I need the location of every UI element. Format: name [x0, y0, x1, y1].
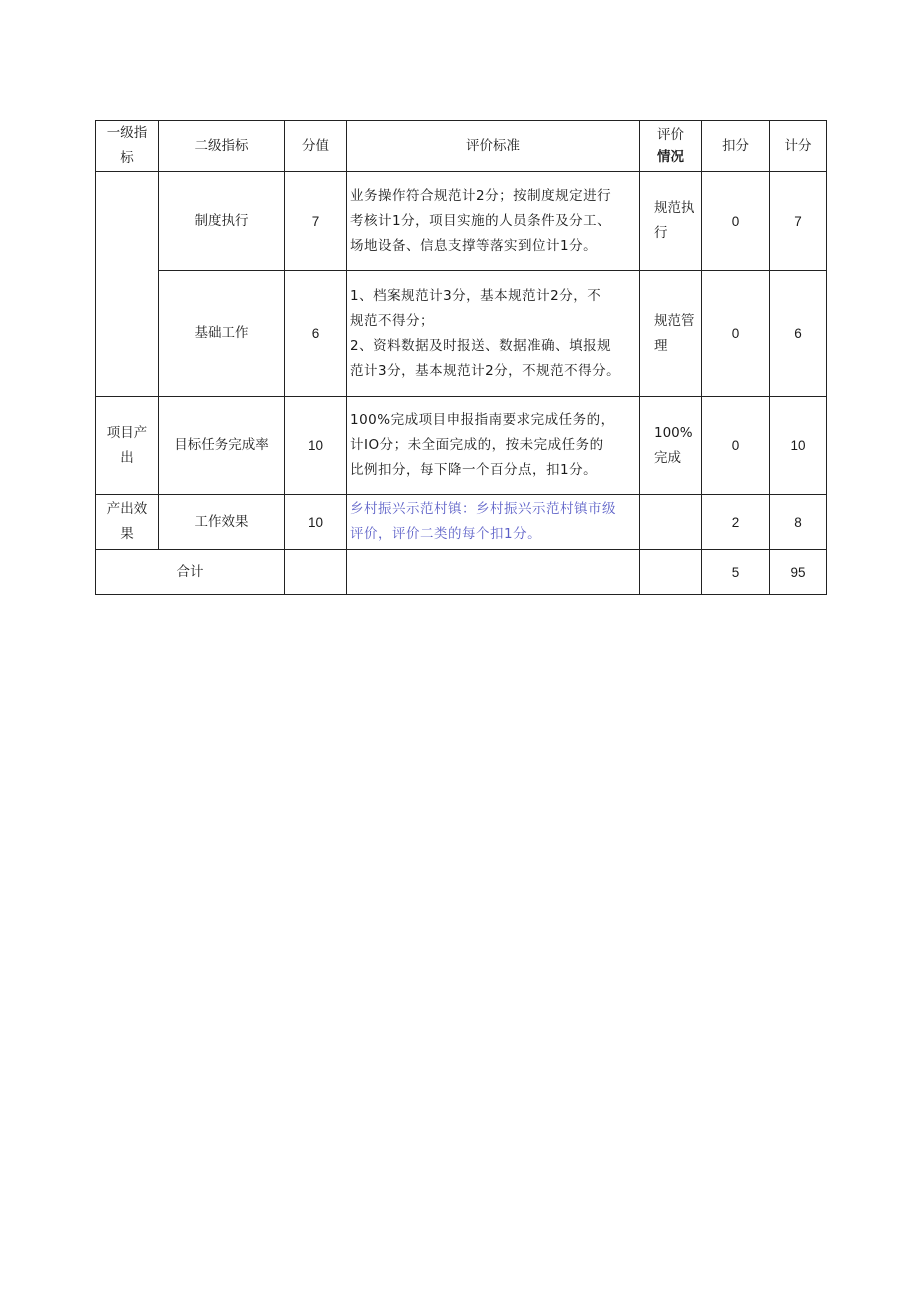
criteria-line: 比例扣分，每下降一个百分点，扣1分。: [350, 462, 598, 478]
score-cell: 6: [285, 271, 347, 397]
criteria-line: 100%完成项目申报指南要求完成任务的，: [350, 412, 615, 428]
header-score: 分值: [285, 121, 347, 172]
criteria-cell: [347, 172, 640, 271]
header-deduct: 扣分: [702, 121, 770, 172]
criteria-line: 范计3分，基本规范计2分，不规范不得分。: [350, 362, 621, 379]
summary-score-cell: [285, 550, 347, 595]
level2-cell: 目标任务完成率: [159, 397, 285, 495]
table-row: [96, 172, 827, 271]
header-level1-indicator: 一级指标: [96, 121, 159, 172]
criteria-cell: [347, 271, 640, 397]
table-row: [96, 495, 827, 550]
summary-evaluation-cell: [640, 550, 702, 595]
level1-cell: [96, 172, 159, 397]
score-cell: 7: [285, 172, 347, 271]
header-criteria: 评价标准: [347, 121, 640, 172]
total-cell: 10: [770, 397, 827, 495]
summary-deduct: 5: [702, 550, 770, 595]
header-evaluation-line1: 评价: [657, 127, 684, 143]
evaluation-cell: 100%完成: [640, 397, 702, 495]
criteria-line: 考核计1分，项目实施的人员条件及分工、: [350, 212, 612, 229]
deduct-cell: 2: [702, 495, 770, 550]
criteria-cell: [347, 397, 640, 495]
summary-criteria-cell: [347, 550, 640, 595]
criteria-line: 1、档案规范计3分，基本规范计2分，不: [350, 287, 602, 304]
evaluation-table: [95, 120, 827, 595]
criteria-cell: [347, 495, 640, 550]
header-evaluation: [640, 121, 702, 172]
header-total: 计分: [770, 121, 827, 172]
level2-cell: 制度执行: [159, 172, 285, 271]
total-cell: 8: [770, 495, 827, 550]
table-row: [96, 397, 827, 495]
score-cell: 10: [285, 495, 347, 550]
level1-cell: 产出效果: [96, 495, 159, 550]
summary-label: 合计: [96, 550, 285, 595]
criteria-line: 规范不得分；: [350, 312, 434, 329]
score-cell: 10: [285, 397, 347, 495]
header-level2-indicator: 二级指标: [159, 121, 285, 172]
criteria-line: 2、资料数据及时报送、数据准确、填报规: [350, 337, 612, 354]
evaluation-cell: [640, 495, 702, 550]
criteria-line: 计IO分；未全面完成的，按未完成任务的: [350, 437, 604, 453]
table-header-row: [96, 121, 827, 172]
total-cell: 6: [770, 271, 827, 397]
level1-cell: 项目产出: [96, 397, 159, 495]
evaluation-cell: 规范管理: [640, 271, 702, 397]
evaluation-cell: 规范执行: [640, 172, 702, 271]
total-cell: 7: [770, 172, 827, 271]
level2-cell: 基础工作: [159, 271, 285, 397]
criteria-line: 乡村振兴示范村镇：乡村振兴示范村镇市级: [350, 501, 616, 517]
table-row: [96, 271, 827, 397]
summary-total: 95: [770, 550, 827, 595]
criteria-line: 场地设备、信息支撑等落实到位计1分。: [350, 237, 598, 254]
criteria-line: 业务操作符合规范计2分；按制度规定进行: [350, 187, 612, 204]
deduct-cell: 0: [702, 397, 770, 495]
summary-row: [96, 550, 827, 595]
level2-cell: 工作效果: [159, 495, 285, 550]
deduct-cell: 0: [702, 172, 770, 271]
deduct-cell: 0: [702, 271, 770, 397]
criteria-line: 评价，评价二类的每个扣1分。: [350, 526, 542, 542]
header-evaluation-line2: 情况: [657, 149, 684, 165]
